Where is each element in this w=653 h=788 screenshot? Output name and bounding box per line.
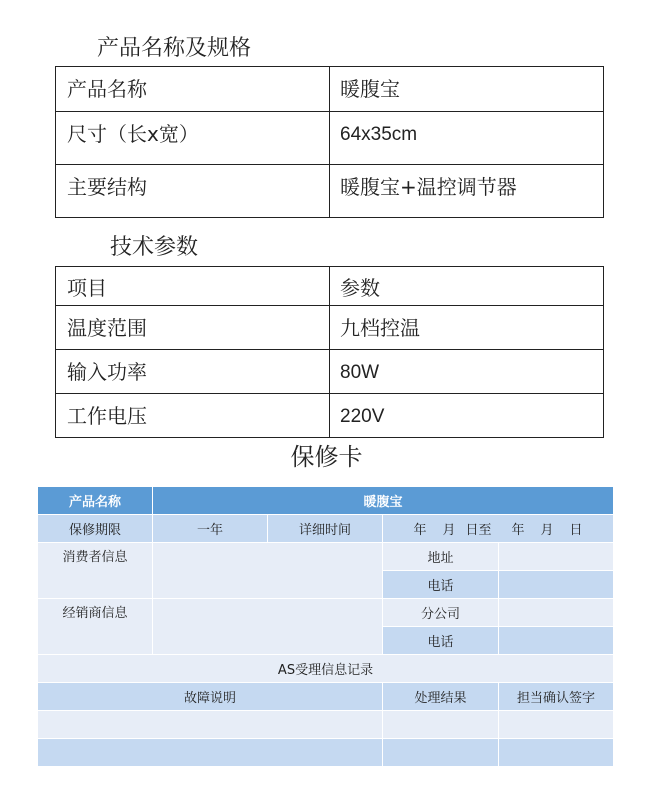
date-year-end: 年	[511, 523, 525, 538]
spec-table	[55, 66, 604, 218]
dealer-phone-field[interactable]	[499, 627, 614, 655]
address-field[interactable]	[499, 543, 614, 571]
spec-value: 64x35cm	[340, 124, 418, 145]
branch-label: 分公司	[383, 599, 499, 627]
detail-time-label: 详细时间	[268, 515, 383, 543]
tech-header-label: 项目	[56, 267, 330, 306]
tech-header-value: 参数	[330, 267, 604, 306]
signature-field[interactable]	[499, 711, 614, 739]
spec-value: 暖腹宝+温控调节器	[330, 165, 604, 218]
table-row	[38, 487, 614, 515]
warranty-period-label: 保修期限	[38, 515, 153, 543]
table-row	[56, 306, 604, 350]
dealer-info-field[interactable]	[153, 599, 383, 655]
date-month-end: 月	[540, 523, 554, 538]
table-row	[56, 394, 604, 438]
date-day-to: 日至	[465, 523, 492, 538]
tech-value: 九档控温	[330, 306, 604, 350]
table-row	[56, 267, 604, 306]
date-day-end: 日	[569, 523, 583, 538]
table-row	[38, 515, 614, 543]
spec-label: 主要结构	[56, 165, 330, 218]
as-record-label: AS受理信息记录	[38, 655, 614, 683]
tech-section-title: 技术参数	[110, 235, 199, 260]
table-row	[56, 112, 604, 165]
address-label: 地址	[383, 543, 499, 571]
signature-field[interactable]	[499, 739, 614, 767]
tech-label: 工作电压	[56, 394, 330, 438]
fault-description-label: 故障说明	[38, 683, 383, 711]
spec-label: 产品名称	[56, 67, 330, 112]
consumer-info-label: 消费者信息	[38, 543, 153, 599]
table-row	[56, 350, 604, 394]
tech-value: 80W	[340, 362, 380, 383]
handling-result-field[interactable]	[383, 739, 499, 767]
warranty-table	[37, 486, 614, 767]
date-range-field[interactable]	[383, 515, 614, 543]
product-name-value: 暖腹宝	[153, 487, 614, 515]
tech-label: 温度范围	[56, 306, 330, 350]
tech-table	[55, 266, 604, 438]
signature-label: 担当确认签字	[499, 683, 614, 711]
product-name-label: 产品名称	[38, 487, 153, 515]
dealer-info-label: 经销商信息	[38, 599, 153, 655]
table-row	[38, 543, 614, 571]
warranty-card-title: 保修卡	[290, 443, 363, 471]
spec-label: 尺寸（长x宽）	[56, 112, 330, 165]
fault-description-field[interactable]	[38, 711, 383, 739]
tech-label: 输入功率	[56, 350, 330, 394]
phone-label: 电话	[383, 571, 499, 599]
spec-value: 暖腹宝	[330, 67, 604, 112]
table-row	[38, 739, 614, 767]
table-row	[38, 655, 614, 683]
date-year-start: 年	[413, 523, 427, 538]
tech-value: 220V	[340, 406, 385, 427]
spec-section-title: 产品名称及规格	[97, 36, 252, 61]
table-row	[38, 599, 614, 627]
dealer-phone-label: 电话	[383, 627, 499, 655]
consumer-info-field[interactable]	[153, 543, 383, 599]
warranty-period-value: 一年	[153, 515, 268, 543]
phone-field[interactable]	[499, 571, 614, 599]
date-month-start: 月	[442, 523, 456, 538]
table-row	[38, 711, 614, 739]
table-row	[38, 683, 614, 711]
handling-result-field[interactable]	[383, 711, 499, 739]
handling-result-label: 处理结果	[383, 683, 499, 711]
fault-description-field[interactable]	[38, 739, 383, 767]
table-row	[56, 165, 604, 218]
table-row	[56, 67, 604, 112]
branch-field[interactable]	[499, 599, 614, 627]
